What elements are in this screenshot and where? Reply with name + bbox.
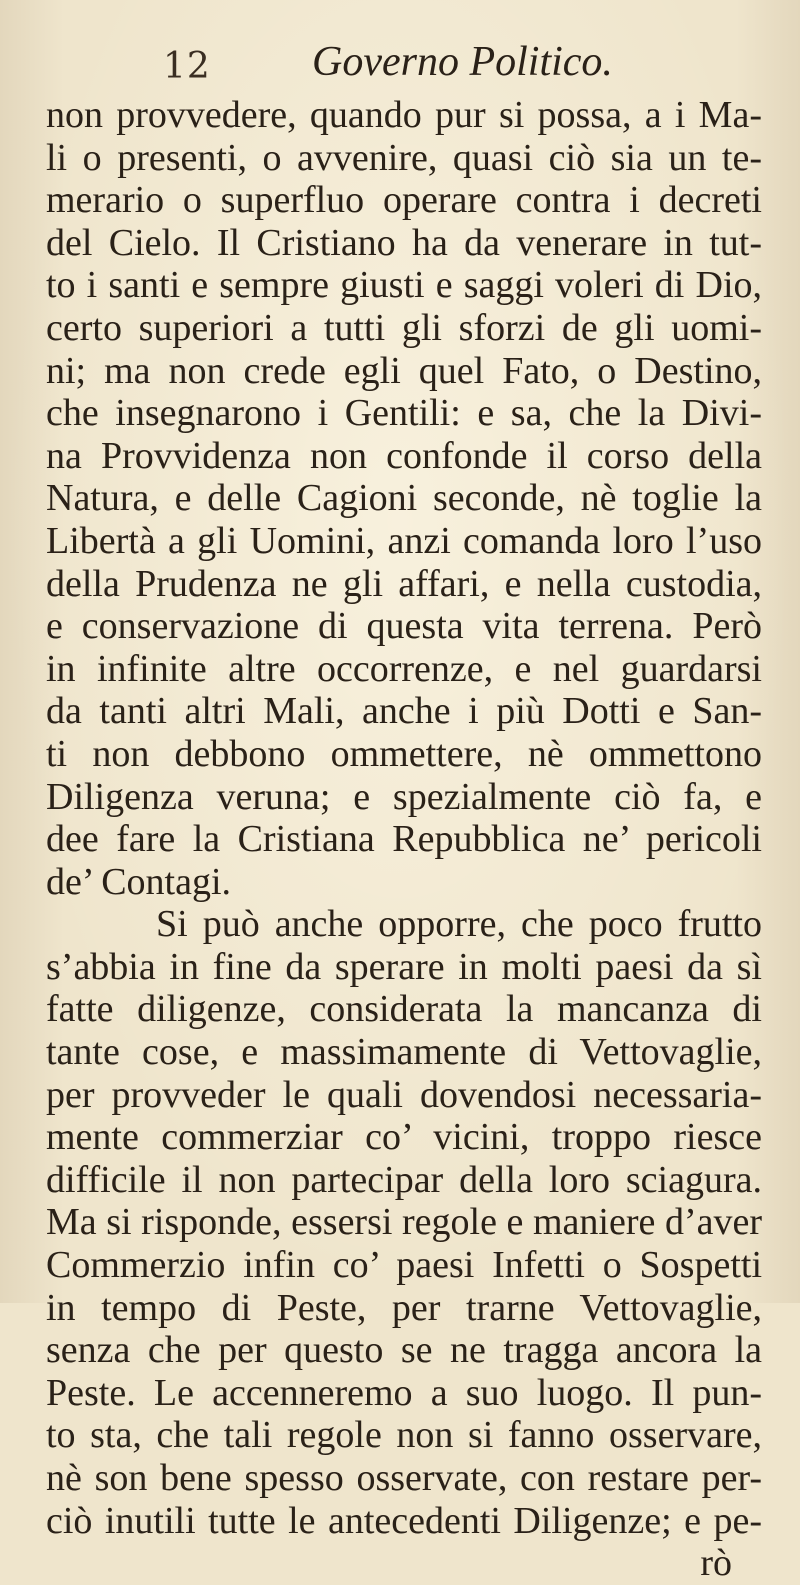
text-line: na Provvidenza non confonde il corso della (46, 434, 762, 477)
text-line: Natura, e delle Cagioni seconde, nè toglie la (46, 477, 762, 520)
text-line: difficile il non partecipar della loro sciagura. (46, 1158, 762, 1201)
text-line: senza che per questo se ne tragga ancora la (46, 1329, 762, 1372)
text-line: Libertà a gli Uomini, anzi comanda loro l’uso (46, 519, 762, 562)
text-line: to i santi e sempre giusti e saggi voleri di Dio, (46, 264, 762, 307)
text-line: non provvedere, quando pur si possa, a i Ma- (46, 94, 762, 136)
paragraph-start-line: Si può anche opporre, che poco frutto (156, 903, 762, 946)
text-line: della Prudenza ne gli affari, e nella custodia, (46, 562, 762, 605)
text-line: to sta, che tali regole non si fanno osservare, (46, 1414, 762, 1457)
page-number: 12 (163, 46, 211, 87)
page-header (0, 34, 800, 90)
text-line: ni; ma non crede egli quel Fato, o Destino, (46, 349, 762, 392)
text-line: ti non debbono ommettere, nè ommettono (46, 732, 762, 775)
paragraph-end-line: de’ Contagi. (46, 860, 232, 903)
text-line: dee fare la Cristiana Repubblica ne’ pericoli (46, 818, 762, 861)
text-line: Commerzio infin co’ paesi Infetti o Sospetti (46, 1244, 762, 1287)
text-line: e conservazione di questa vita terrena. Però (46, 605, 762, 648)
text-line: li o presenti, o avvenire, quasi ciò sia un te- (46, 136, 762, 179)
text-line: da tanti altri Mali, anche i più Dotti e San- (46, 690, 762, 733)
body-text (46, 94, 762, 1585)
text-line: in tempo di Peste, per trarne Vettovaglie, (46, 1286, 762, 1329)
text-line: del Cielo. Il Cristiano ha da venerare in tut- (46, 221, 762, 264)
text-line: in infinite altre occorrenze, e nel guardarsi (46, 647, 762, 690)
catchword: rò (700, 1542, 732, 1585)
text-line: Peste. Le accenneremo a suo luogo. Il pun- (46, 1371, 762, 1414)
text-line: per provveder le quali dovendosi necessaria- (46, 1073, 762, 1116)
text-line: tante cose, e massimamente di Vettovaglie, (46, 1031, 762, 1074)
text-line: certo superiori a tutti gli sforzi de gli uomi- (46, 306, 762, 349)
text-line: Diligenza veruna; e spezialmente ciò fa, e (46, 775, 762, 818)
text-line: fatte diligenze, considerata la mancanza di (46, 988, 762, 1031)
running-head: Governo Politico. (312, 39, 613, 85)
text-line: s’abbia in fine da sperare in molti paesi da sì (46, 945, 762, 988)
text-line: ciò inutili tutte le antecedenti Diligenze; e pe- (46, 1499, 762, 1542)
text-line: Ma si risponde, essersi regole e maniere d’aver (46, 1201, 762, 1244)
text-line: merario o superfluo operare contra i decreti (46, 179, 762, 222)
text-line: mente commerziar co’ vicini, troppo riesce (46, 1116, 762, 1159)
text-line: nè son bene spesso osservate, con restare per- (46, 1457, 762, 1499)
text-line: che insegnarono i Gentili: e sa, che la Divi- (46, 392, 762, 435)
